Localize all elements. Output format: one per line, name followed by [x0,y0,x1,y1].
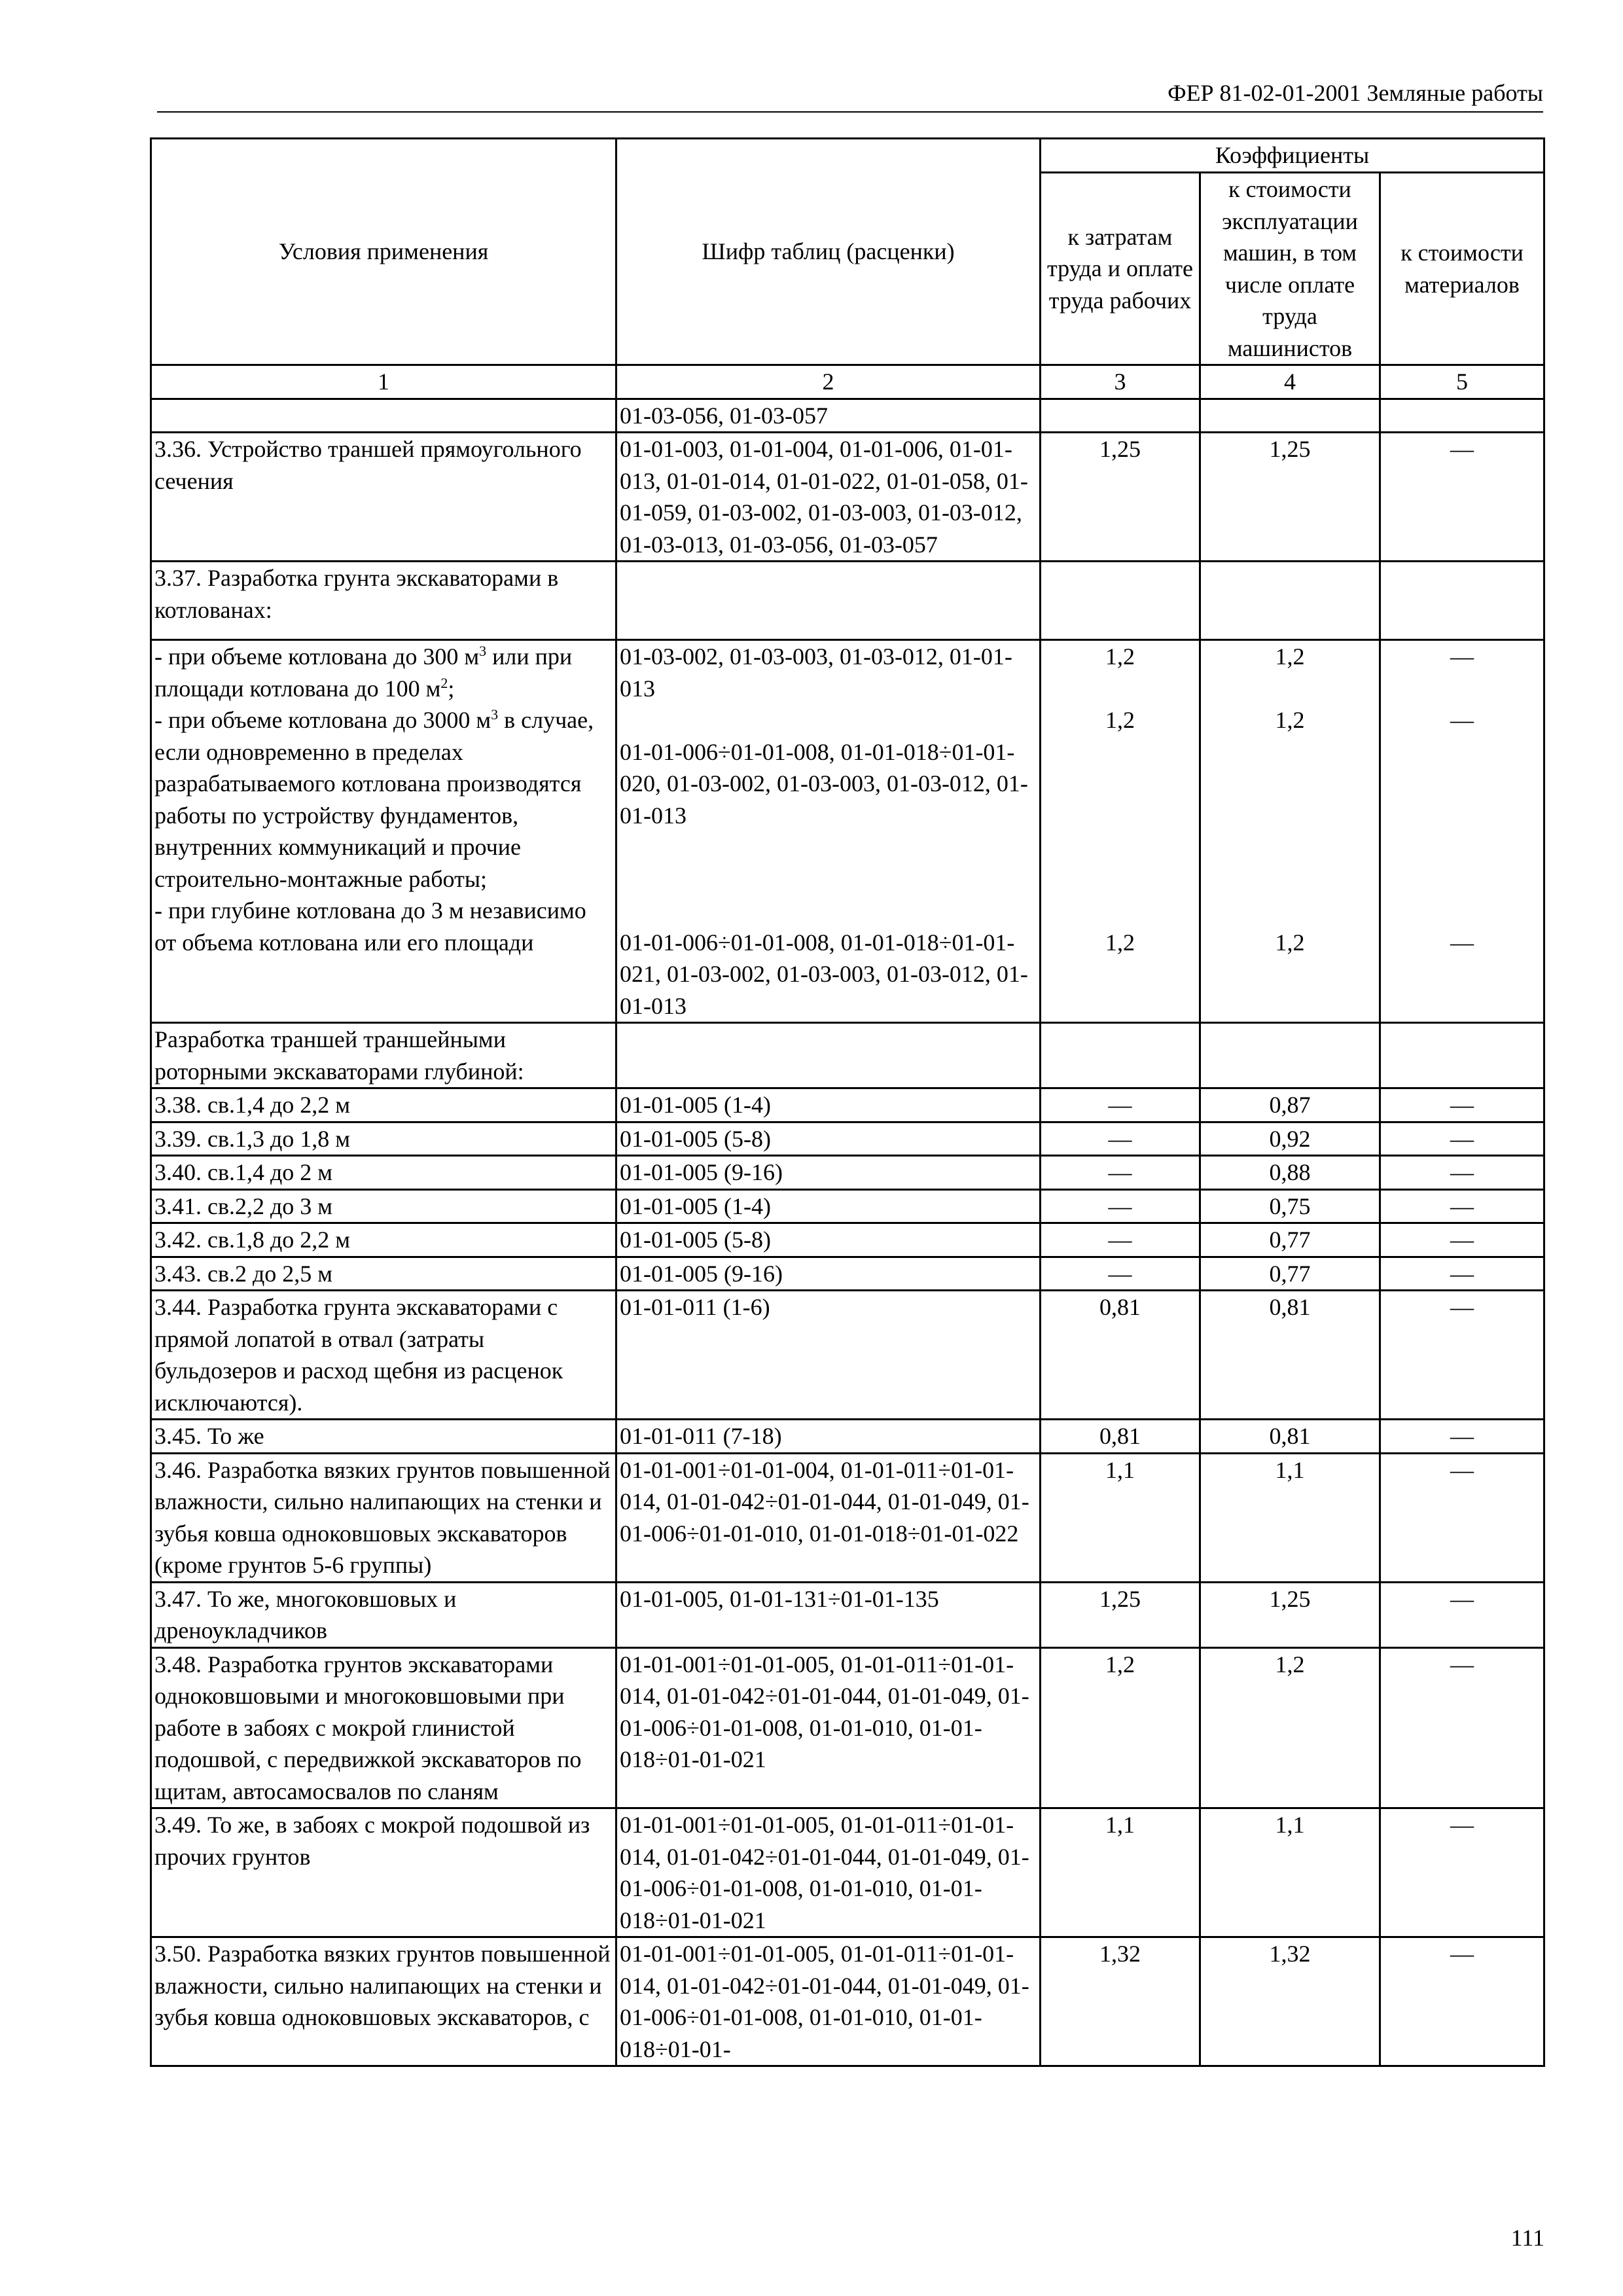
cell-condition: 3.43. св.2 до 2,5 м [151,1257,616,1291]
cell-k5: — [1380,1937,1544,2066]
col-number-4: 4 [1200,365,1380,399]
cell-code: 01-03-056, 01-03-057 [616,399,1041,433]
page-number: 111 [1510,2225,1544,2251]
table-row [151,399,1544,433]
cell-condition: 3.40. св.1,4 до 2 м [151,1156,616,1190]
cell-k5: — [1380,1122,1544,1156]
cell-k3: — [1041,1223,1200,1257]
header-conditions: Условия применения [151,139,616,365]
col-number-1: 1 [151,365,616,399]
table-row [151,433,1544,562]
table-row [151,1808,1544,1937]
cell-k5: — [1380,1420,1544,1454]
cell-code: 01-01-011 (7-18) [616,1420,1041,1454]
cell-k3: — [1041,1088,1200,1122]
table-row [151,1156,1544,1190]
cell-code: 01-01-003, 01-01-004, 01-01-006, 01-01-013, 01-01-014, 01-01-022, 01-01-058, 01-01-059, 01-03-002, 01-03-003, 01-03-012, 01-03-013, 01-03-056, 01-03-057 [616,433,1041,562]
cell-k5: — [1380,1223,1544,1257]
table-row [151,1257,1544,1291]
cell-k3: 1,1 [1041,1808,1200,1937]
cell-k5: — [1380,1808,1544,1937]
cell-code: 01-01-005 (9-16) [616,1156,1041,1190]
cell-k3: — [1041,1156,1200,1190]
cell-k4: 1,25 [1200,433,1380,562]
table-row [151,1223,1544,1257]
table-row [151,1647,1544,1808]
cell-condition: 3.37. Разработка грунта экскаваторами в котлованах: [151,562,616,640]
coefficients-table [150,137,1545,2067]
cell-k3: — [1041,1189,1200,1223]
cell-condition: 3.41. св.2,2 до 3 м [151,1189,616,1223]
cell-k4: 0,81 [1200,1420,1380,1454]
cell-code: 01-01-001÷01-01-005, 01-01-011÷01-01-014, 01-01-042÷01-01-044, 01-01-049, 01-01-006÷01-01-008, 01-01-010, 01-01-018÷01-01-021 [616,1808,1041,1937]
cell-k4: 0,92 [1200,1122,1380,1156]
cell-k4: 1,1 [1200,1453,1380,1582]
code-b: 01-01-006÷01-01-008, 01-01-018÷01-01-020, 01-03-002, 01-03-003, 01-03-012, 01-01-013 [620,738,1028,829]
cell-code: 01-01-011 (1-6) [616,1291,1041,1420]
header-coefficients: Коэффициенты [1041,139,1544,173]
cell-condition: 3.46. Разработка вязких грунтов повышенной влажности, сильно налипающих на стенки и зубья ковша одноковшовых экскаваторов (кроме грунтов 5-6 группы) [151,1453,616,1582]
running-header: ФЕР 81-02-01-2001 Земляные работы [157,77,1543,113]
cell-condition: 3.48. Разработка грунтов экскаваторами одноковшовыми и многоковшовыми при работе в забоях с мокрой глинистой подошвой, с передвижкой экскаваторов по щитам, автосамосвалов по сланям [151,1647,616,1808]
cell-condition: 3.42. св.1,8 до 2,2 м [151,1223,616,1257]
table-row [151,1023,1544,1088]
cell-code: 01-01-005 (5-8) [616,1223,1041,1257]
table-row [151,1937,1544,2066]
cell-condition: 3.38. св.1,4 до 2,2 м [151,1088,616,1122]
cell-k5: — [1380,1156,1544,1190]
cell-code: 01-01-001÷01-01-004, 01-01-011÷01-01-014, 01-01-042÷01-01-044, 01-01-049, 01-01-006÷01-01-010, 01-01-018÷01-01-022 [616,1453,1041,1582]
cell-code: 01-01-005 (1-4) [616,1189,1041,1223]
cell-k3: 1,2 [1041,1647,1200,1808]
cell-k5: — [1380,433,1544,562]
condition-c: - при глубине котлована до 3 м независимо от объема котлована или его площади [154,897,586,956]
header-machines: к стоимости эксплуатации машин, в том числе оплате труда машинистов [1200,173,1380,365]
col-number-5: 5 [1380,365,1544,399]
cell-k5: — — — [1380,640,1544,1023]
cell-k4: 1,25 [1200,1582,1380,1647]
cell-condition: Разработка траншей траншейными роторными экскаваторами глубиной: [151,1023,616,1088]
table-row [151,640,1544,1023]
table-row [151,562,1544,640]
cell-k4: 1,2 [1200,1647,1380,1808]
condition-a: - при объеме котлована до 300 $м^3$ или при площади котлована до 100 $м^2$; [154,643,573,702]
cell-k3: — [1041,1257,1200,1291]
cell-condition: 3.36. Устройство траншей прямоугольного сечения [151,433,616,562]
header-materials: к стоимости материалов [1380,173,1544,365]
header-code: Шифр таблиц (расценки) [616,139,1041,365]
col-number-2: 2 [616,365,1041,399]
cell-k4: 0,81 [1200,1291,1380,1420]
table-row [151,1420,1544,1454]
cell-condition [151,640,616,1023]
cell-k5: — [1380,1647,1544,1808]
cell-condition: 3.49. То же, в забоях с мокрой подошвой из прочих грунтов [151,1808,616,1937]
cell-k4: 0,88 [1200,1156,1380,1190]
cell-k3: 1,32 [1041,1937,1200,2066]
condition-b: - при объеме котлована до 3000 $м^3$ в случае, если одновременно в пределах разрабатываемого котлована производятся работы по устройству фундаментов, внутренних коммуникаций и прочие строительно-монтажные работы; [154,706,594,892]
cell-condition: 3.47. То же, многоковшовых и дреноукладчиков [151,1582,616,1647]
cell-k4: 1,32 [1200,1937,1380,2066]
cell-k4: 1,2 1,2 1,2 [1200,640,1380,1023]
cell-k4: 0,77 [1200,1257,1380,1291]
cell-k5: — [1380,1189,1544,1223]
cell-k3: 1,25 [1041,433,1200,562]
cell-condition: 3.39. св.1,3 до 1,8 м [151,1122,616,1156]
cell-k4: 0,77 [1200,1223,1380,1257]
table-row [151,1453,1544,1582]
cell-code: 01-01-001÷01-01-005, 01-01-011÷01-01-014, 01-01-042÷01-01-044, 01-01-049, 01-01-006÷01-01-008, 01-01-010, 01-01-018÷01-01- [616,1937,1041,2066]
cell-k3: — [1041,1122,1200,1156]
cell-k3: 1,25 [1041,1582,1200,1647]
cell-k3: 1,2 1,2 1,2 [1041,640,1200,1023]
code-c: 01-01-006÷01-01-008, 01-01-018÷01-01-021, 01-03-002, 01-03-003, 01-03-012, 01-01-013 [620,929,1028,1019]
cell-code: 01-01-005 (9-16) [616,1257,1041,1291]
code-a: 01-03-002, 01-03-003, 01-03-012, 01-01-013 [620,643,1012,702]
cell-k5: — [1380,1257,1544,1291]
header-labor: к затратам труда и оплате труда рабочих [1041,173,1200,365]
cell-k5: — [1380,1453,1544,1582]
cell-code [616,640,1041,1023]
cell-k3: 1,1 [1041,1453,1200,1582]
cell-code: 01-01-001÷01-01-005, 01-01-011÷01-01-014, 01-01-042÷01-01-044, 01-01-049, 01-01-006÷01-01-008, 01-01-010, 01-01-018÷01-01-021 [616,1647,1041,1808]
cell-code: 01-01-005, 01-01-131÷01-01-135 [616,1582,1041,1647]
cell-condition: 3.50. Разработка вязких грунтов повышенной влажности, сильно налипающих на стенки и зубья ковша одноковшовых экскаваторов, с [151,1937,616,2066]
table-row [151,1291,1544,1420]
cell-k5: — [1380,1582,1544,1647]
table-row [151,1189,1544,1223]
table-row [151,1088,1544,1122]
col-number-3: 3 [1041,365,1200,399]
cell-k3: 0,81 [1041,1291,1200,1420]
cell-k5: — [1380,1291,1544,1420]
table-row [151,1122,1544,1156]
cell-k3: 0,81 [1041,1420,1200,1454]
cell-condition: 3.44. Разработка грунта экскаваторами с прямой лопатой в отвал (затраты бульдозеров и расход щебня из расценок исключаются). [151,1291,616,1420]
table-row [151,1582,1544,1647]
cell-code: 01-01-005 (1-4) [616,1088,1041,1122]
cell-k4: 0,87 [1200,1088,1380,1122]
cell-k4: 0,75 [1200,1189,1380,1223]
cell-k5: — [1380,1088,1544,1122]
cell-k4: 1,1 [1200,1808,1380,1937]
cell-code: 01-01-005 (5-8) [616,1122,1041,1156]
cell-condition: 3.45. То же [151,1420,616,1454]
